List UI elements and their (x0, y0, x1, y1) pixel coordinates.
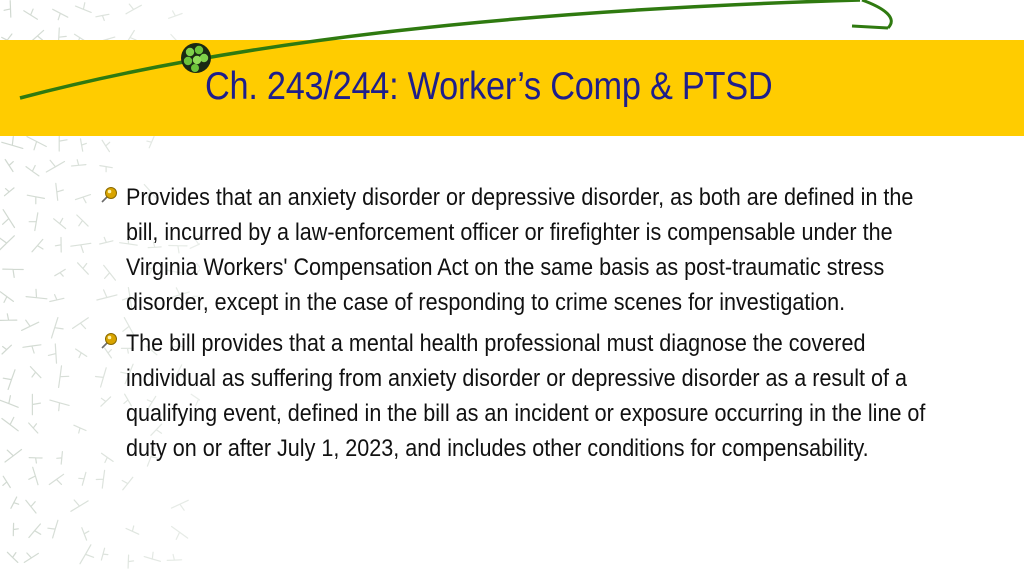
bullet-list (100, 180, 1024, 472)
bullet-text: The bill provides that a mental health professional must diagnose the covered individual as suffering from anxiety disorder or depressive disorder as a result of a qualifying event, defined in the bill as an incident or exposure occurring in the line of duty on or after July 1, 2023, and includes other conditions for compensability. (126, 330, 926, 462)
gold-pin-bullet-icon (100, 186, 118, 204)
bullet-item (100, 180, 1024, 320)
gold-pin-bullet-icon (100, 332, 118, 350)
bullet-item (100, 326, 1024, 466)
slide-title: Ch. 243/244: Worker’s Comp & PTSD (205, 65, 773, 108)
bullet-text: Provides that an anxiety disorder or depressive disorder, as both are defined in the bill, incurred by a law-enforcement officer or firefighter is compensable under the Virginia Workers' Compensation Act on the same basis as post-traumatic stress disorder, except in the case of responding to crime scenes for investigation. (126, 184, 914, 316)
